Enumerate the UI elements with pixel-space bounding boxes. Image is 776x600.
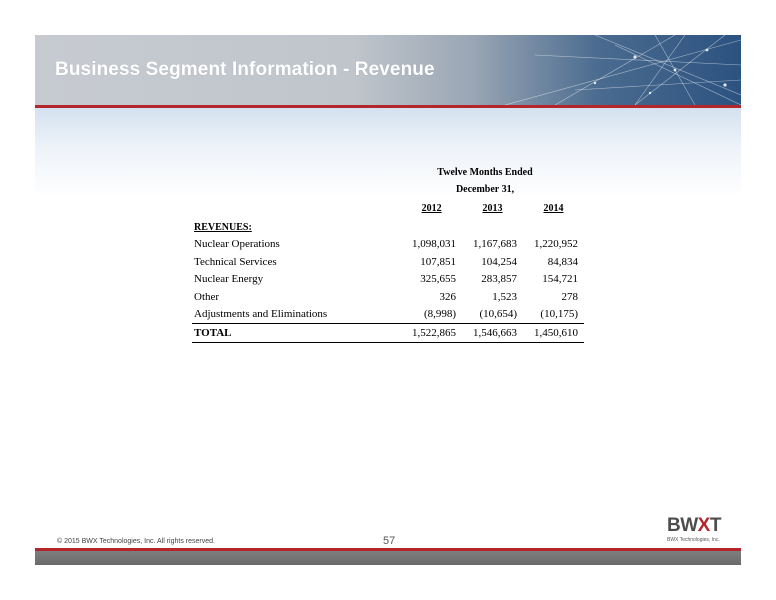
logo-wordmark xyxy=(667,515,721,537)
total-label: TOTAL xyxy=(192,324,401,343)
table-row xyxy=(192,306,584,324)
logo-wordmark-suffix: T xyxy=(709,515,721,536)
section-row xyxy=(192,218,584,236)
period-date: December 31, xyxy=(455,184,515,195)
cell-value: 1,098,031 xyxy=(412,238,457,251)
column-header-2012: 2012 xyxy=(421,202,442,214)
cell-value: 325,655 xyxy=(420,273,457,286)
cell-value: 278 xyxy=(561,290,578,303)
column-header-2014: 2014 xyxy=(543,202,564,214)
cell-value: (10,654) xyxy=(462,306,523,324)
cell-value: 104,254 xyxy=(481,255,518,268)
cell-value: 84,834 xyxy=(547,255,578,268)
table-row xyxy=(192,288,584,306)
total-value: 1,450,610 xyxy=(523,324,584,343)
page-title: Business Segment Information - Revenue xyxy=(55,59,435,80)
cell-value: 1,167,683 xyxy=(473,238,518,251)
cell-value: 1,220,952 xyxy=(534,238,578,251)
table-row xyxy=(192,253,584,271)
cell-value: 107,851 xyxy=(420,255,457,268)
copyright-text: © 2015 BWX Technologies, Inc. All rights reserved. xyxy=(57,538,215,545)
cell-value: 283,857 xyxy=(481,273,518,286)
cell-value: 1,523 xyxy=(492,290,518,303)
row-label: Other xyxy=(194,290,220,303)
section-label: REVENUES: xyxy=(194,221,252,233)
cell-value: 154,721 xyxy=(542,273,578,286)
table-row xyxy=(192,271,584,289)
table-header-row xyxy=(192,201,584,218)
revenue-table xyxy=(192,201,584,343)
column-header-2013: 2013 xyxy=(482,202,503,214)
logo-tagline: BWX Technologies, Inc. xyxy=(667,537,720,543)
total-row xyxy=(192,324,584,343)
row-label: Nuclear Energy xyxy=(194,273,264,286)
page-number: 57 xyxy=(383,535,396,547)
logo-wordmark-accent: X xyxy=(697,515,710,536)
cell-value: (8,998) xyxy=(401,306,462,324)
total-value: 1,522,865 xyxy=(401,324,462,343)
slide-header xyxy=(35,35,741,105)
row-label: Technical Services xyxy=(194,255,277,268)
total-value: 1,546,663 xyxy=(462,324,523,343)
bwxt-logo xyxy=(665,515,729,545)
logo-wordmark-prefix: BW xyxy=(667,515,698,536)
row-label: Nuclear Operations xyxy=(194,238,280,251)
table-row xyxy=(192,236,584,254)
row-label: Adjustments and Eliminations xyxy=(192,306,401,324)
header-glow xyxy=(35,108,741,198)
period-heading: Twelve Months Ended xyxy=(437,167,533,178)
slide xyxy=(35,35,741,565)
cell-value: 326 xyxy=(439,290,457,303)
cell-value: (10,175) xyxy=(523,306,584,324)
footer-band xyxy=(35,551,741,565)
